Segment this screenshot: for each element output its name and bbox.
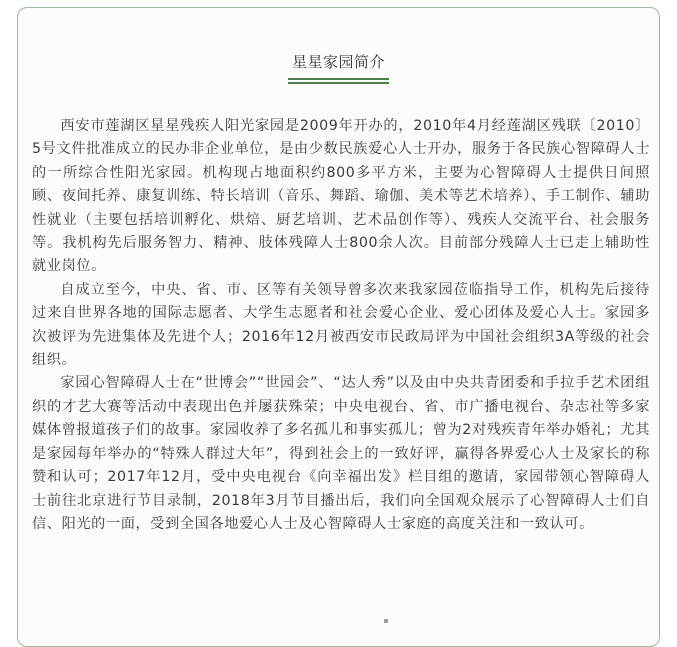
page-title-text: 星星家园简介 bbox=[291, 53, 385, 71]
scroll-dot bbox=[384, 619, 388, 623]
title-underline bbox=[288, 82, 389, 84]
paragraph-history: 西安市莲湖区星星残疾人阳光家园是2009年开办的，2010年4月经莲湖区残联〔2010〕5号文件批准成立的民办非企业单位，是由少数民族爱心人士开办，服务于各民族心智障碍人士的一所综合性阳光家园。机构现占地面积约800多平方米，主要为心智障碍人士提供日间照顾、夜间托养、康复训练、特长培训（音乐、舞蹈、瑜伽、美术等艺术培养）、手工制作、辅助性就业（主要包括培训孵化、烘焙、厨艺培训、艺术品创作等）、残疾人交流平台、社会服务等。我机构先后服务智力、精神、肢体残障人士800余人次。目前部分残障人士已走上辅助性就业岗位。 bbox=[32, 118, 650, 275]
article-body bbox=[32, 115, 650, 536]
paragraph-achievements: 家园心智障碍人士在“世博会”“世园会”、“达人秀”以及由中央共青团委和手拉手艺术团组织的才艺大赛等活动中表现出色并屡获殊荣；中央电视台、省、市广播电视台、杂志社等多家媒体曾报道孩子们的故事。家园收养了多名孤儿和事实孤儿；曾为2对残疾青年举办婚礼；尤其是家园每年举办的“特殊人群过大年”，得到社会上的一致好评，赢得各界爱心人士及家长的称赞和认可；2017年12月，受中央电视台《向幸福出发》栏目组的邀请，家园带领心智障碍人士前往北京进行节目录制，2018年3月节目播出后，我们向全国观众展示了心智障碍人士们自信、阳光的一面，受到全国各地爱心人士及心智障碍人士家庭的高度关注和一致认可。 bbox=[32, 375, 650, 532]
page-title bbox=[288, 52, 389, 80]
paragraph-visits: 自成立至今，中央、省、市、区等有关领导曾多次来我家园莅临指导工作，机构先后接待过来自世界各地的国际志愿者、大学生志愿者和社会爱心企业、爱心团体及爱心人士。家园多次被评为先进集体及先进个人；2016年12月被西安市民政局评为中国社会组织3A等级的社会组织。 bbox=[32, 281, 650, 369]
title-wrap bbox=[18, 52, 659, 80]
